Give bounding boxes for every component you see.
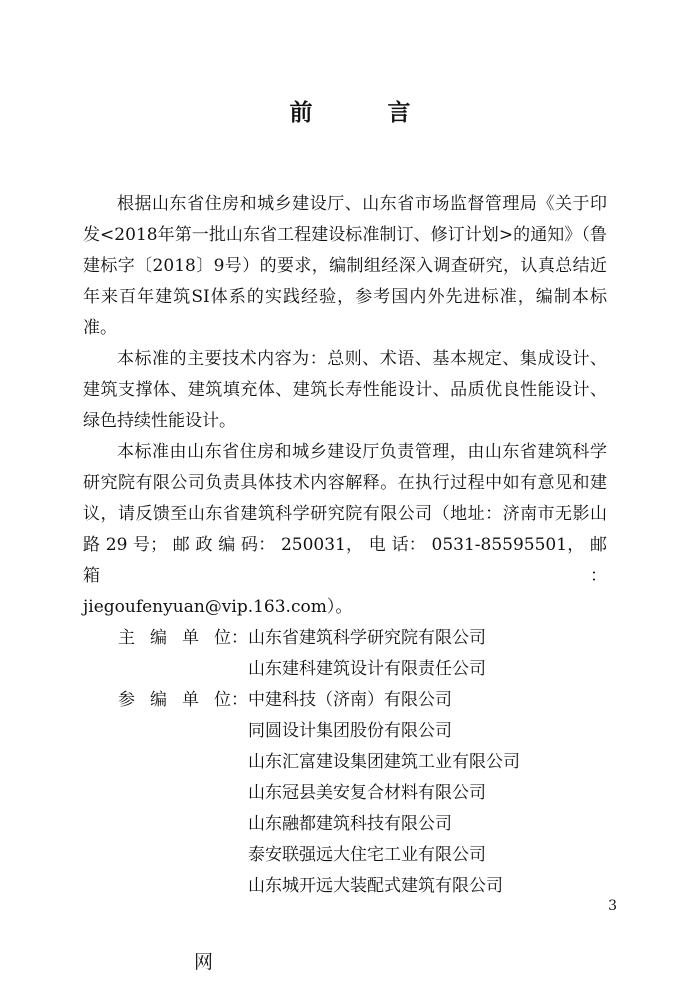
org-row [83,685,607,716]
text-line: 根据山东省住房和城乡建设厅、山东省市场监督管理局《关于印 [117,194,607,214]
org-name: 同圆设计集团股份有限公司 [248,721,452,741]
paragraph-contents [83,344,607,437]
text-line: 本标准的主要技术内容为：总则、术语、基本规定、集成设计、 [117,349,607,369]
text-line: 本标准由山东省住房和城乡建设厅负责管理，由山东省建筑科学 [117,442,607,462]
org-name: 山东建科建筑设计有限责任公司 [248,659,486,679]
text-line: 发<2018年第一批山东省工程建设标准制订、修订计划>的通知》（鲁 [83,225,607,245]
org-name: 山东冠县美安复合材料有限公司 [248,783,486,803]
preface-body [83,189,607,902]
text-line: 准。 [83,318,117,338]
org-row [83,716,607,747]
text-line: 路 29 号； 邮 政 编 码： 250031， 电 话： 0531-85595501， 邮 箱： [83,535,607,586]
page-number: 3 [608,898,617,914]
participating-editor-label: 参 编 单 位 ： [118,690,248,710]
org-row [83,871,607,902]
watermark-text: 网 [194,951,214,973]
text-line: 研究院有限公司负责具体技术内容解释。在执行过程中如有意见和建 [83,473,607,493]
org-name: 山东汇富建设集团建筑工业有限公司 [248,752,520,772]
text-line: 议，请反馈至山东省建筑科学研究院有限公司（地址：济南市无影山 [83,504,607,524]
page-title: 前 言 [289,99,437,126]
org-row [83,809,607,840]
org-row [83,654,607,685]
chief-editor-units [83,623,607,685]
paragraph-basis [83,189,607,344]
org-name: 山东城开远大装配式建筑有限公司 [248,876,503,896]
org-row [83,623,607,654]
paragraph-management [83,437,607,623]
participating-editor-units [83,685,607,902]
text-line: 建标字〔2018〕9号）的要求，编制组经深入调查研究，认真总结近 [83,256,607,276]
chief-editor-label: 主 编 单 位 ： [118,628,248,648]
org-row [83,747,607,778]
org-row [83,778,607,809]
text-line: 年来百年建筑SI体系的实践经验，参考国内外先进标准，编制本标 [83,287,607,307]
text-line: jiegoufenyuan@vip.163.com）。 [83,597,353,617]
text-line: 建筑支撑体、建筑填充体、建筑长寿性能设计、品质优良性能设计、 [83,380,607,400]
org-row [83,840,607,871]
org-name: 中建科技（济南）有限公司 [248,690,452,710]
org-name: 山东融都建筑科技有限公司 [248,814,452,834]
org-name: 山东省建筑科学研究院有限公司 [248,628,486,648]
text-line: 绿色持续性能设计。 [83,411,236,431]
org-name: 泰安联强远大住宅工业有限公司 [248,845,486,865]
